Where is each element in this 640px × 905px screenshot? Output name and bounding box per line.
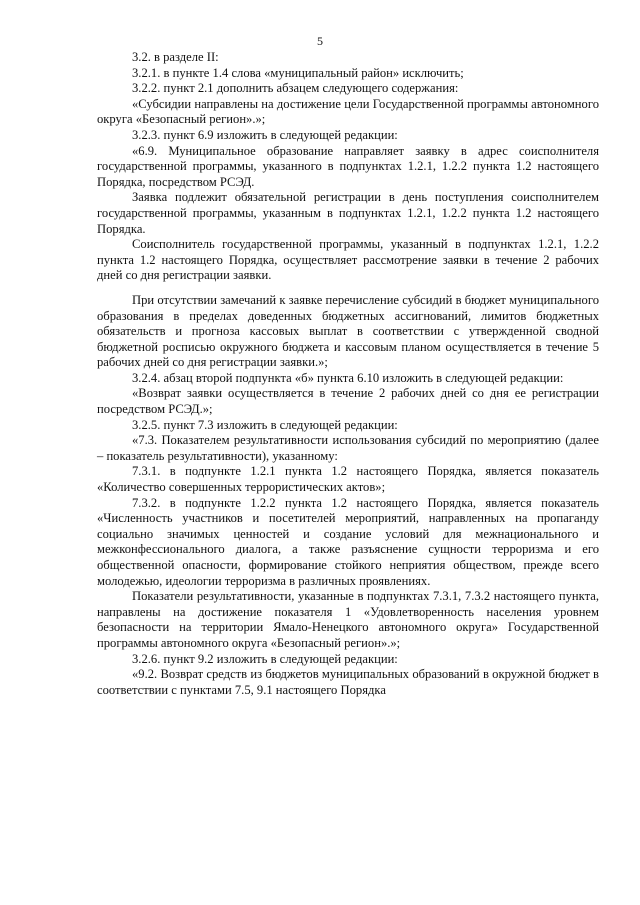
paragraph: «Субсидии направлены на достижение цели Государственной программы автономного округа «Безопасный регион».»; — [97, 96, 599, 127]
paragraph: 3.2.1. в пункте 1.4 слова «муниципальный район» исключить; — [132, 65, 464, 80]
paragraph: 3.2. в разделе II: — [132, 50, 219, 64]
paragraph: 7.3.2. в подпункте 1.2.2 пункта 1.2 настоящего Порядка, является показатель «Численность участников и посетителей мероприятий, направленных на пропаганду социально значимых ценностей и создание условий для межнационального и межконфессионального диалога, а также разъяснение сущности терроризма и его общественной опасности, формирование стойкого неприятия обществом, прежде всего молодежью, идеологии терроризма в различных проявлениях. — [97, 495, 599, 588]
paragraph: «6.9. Муниципальное образование направляет заявку в адрес соисполнителя государственной программы, указанного в подпунктах 1.2.1, 1.2.2 пункта 1.2 настоящего Порядка, посредством РСЭД. — [97, 143, 599, 189]
paragraph: 3.2.6. пункт 9.2 изложить в следующей редакции: — [132, 651, 398, 666]
paragraph: 3.2.2. пункт 2.1 дополнить абзацем следующего содержания: — [132, 81, 459, 96]
paragraph: 7.3.1. в подпункте 1.2.1 пункта 1.2 настоящего Порядка, является показатель «Количество совершенных террористических актов»; — [97, 464, 599, 495]
paragraph: «9.2. Возврат средств из бюджетов муниципальных образований в окружной бюджет в соответствии с пунктами 7.5, 9.1 настоящего Порядка — [97, 667, 599, 697]
paragraph: При отсутствии замечаний к заявке перечисление субсидий в бюджет муниципального образования в пределах доведенных бюджетных ассигнований, лимитов бюджетных обязательств и прогноза кассовых выплат в соответствии с утвержденной сводной бюджетной росписью окружного бюджета и кассовым планом осуществляется в течение 5 рабочих дней со дня регистрации заявки.»; — [97, 292, 599, 370]
paragraph: 3.2.3. пункт 6.9 изложить в следующей редакции: — [132, 127, 398, 142]
paragraph: 3.2.4. абзац второй подпункта «б» пункта 6.10 изложить в следующей редакции: — [132, 370, 564, 385]
document-body — [97, 50, 599, 698]
page-number: 5 — [317, 34, 323, 48]
paragraph: Показатели результативности, указанные в подпунктах 7.3.1, 7.3.2 настоящего пункта, направлены на достижение показателя 1 «Удовлетворенность населения уровнем безопасности на территории Ямало-Ненецкого автономного округа» Государственной программы автономного округа «Безопасный регион».»; — [97, 589, 599, 650]
paragraph: «7.3. Показателем результативности использования субсидий по мероприятию (далее – показатель результативности), указанному: — [97, 433, 599, 463]
paragraph: Заявка подлежит обязательной регистрации в день поступления соисполнителем государственной программы, указанным в подпунктах 1.2.1, 1.2.2 пункта 1.2 настоящего Порядка. — [97, 190, 599, 236]
paragraph: «Возврат заявки осуществляется в течение 2 рабочих дней со дня ее регистрации посредством РСЭД.»; — [97, 386, 599, 417]
paragraph: Соисполнитель государственной программы, указанный в подпунктах 1.2.1, 1.2.2 пункта 1.2 настоящего Порядка, осуществляет рассмотрение заявки в течение 2 рабочих дней со дня регистрации заявки. — [97, 237, 599, 283]
paragraph: 3.2.5. пункт 7.3 изложить в следующей редакции: — [132, 417, 398, 432]
